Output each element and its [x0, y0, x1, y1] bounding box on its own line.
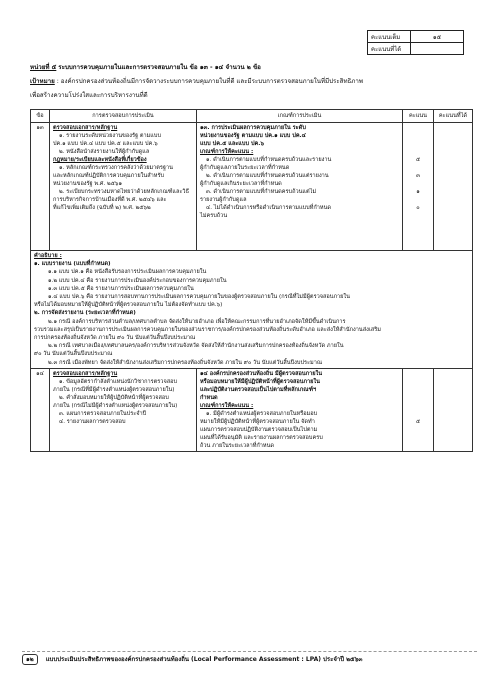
- check-cell: [50, 123, 197, 251]
- goal-line-2: เพื่อสร้างความโปร่งใสและการบริหารงานที่ดี: [30, 92, 148, 99]
- col-header-check: การตรวจสอบการประเมิน: [50, 110, 197, 123]
- col-header-criteria: เกณฑ์การประเมิน: [197, 110, 403, 123]
- criteria-line: ๒. ดำเนินการตามแบบที่กำหนดครบถ้วนแต่รายงาน: [206, 173, 329, 179]
- obtained-cell: [434, 123, 473, 251]
- goal-text: : องค์กรปกครองส่วนท้องถิ่นมีการจัดวางระบบการควบคุมภายในที่ดี และมีระบบการตรวจสอบภายในที่มีประสิทธิภาพ: [56, 78, 363, 85]
- obtained-score-label: คะแนนที่ได้: [368, 43, 411, 55]
- check-heading: ตรวจสอบเอกสาร/หลักฐาน: [53, 125, 118, 131]
- description-line: ๑.๓ แบบ ปค.๕ คือ รายงานการประเมินผลการควบคุมภายใน: [48, 285, 194, 292]
- table-row-14: [31, 368, 473, 451]
- check-line: ปค.๑ แบบ ปค.๔ แบบ ปค.๕ และแบบ ปค.๖: [53, 141, 158, 147]
- check-line: ภายใน (กรณีไม่มีผู้ดำรงตำแหน่งผู้ตรวจสอบภายใน): [53, 402, 178, 409]
- col-header-score: คะแนน: [403, 110, 434, 123]
- criteria-line: รายงานผู้กำกับดูแล: [200, 197, 247, 203]
- check-line: ๒. ระเบียบกระทรวงมหาดไทยว่าด้วยหลักเกณฑ์และวิธี: [59, 189, 189, 195]
- assessment-table: [30, 109, 473, 452]
- full-score-value: ๑๕: [411, 31, 464, 43]
- score-value: ๓: [416, 173, 420, 179]
- criteria-line: ผู้กำกับดูแลภายในระยะเวลาที่กำหนด: [200, 165, 290, 171]
- description-line: ๑.๑ แบบ ปค.๑ คือ หนังสือรับรองการประเมินผลการควบคุมภายใน: [48, 269, 207, 276]
- criteria-title: แบบ ปค.๕ และแบบ ปค.๖: [200, 141, 264, 147]
- criteria-title: หน่วยงานของรัฐ ตามแบบ ปค.๑ แบบ ปค.๔: [200, 133, 306, 139]
- description-line: ๑.๒ แบบ ปค.๔ คือ รายงานการประเมินองค์ประกอบของการควบคุมภายใน: [48, 277, 227, 284]
- scoring-heading: เกณฑ์การให้คะแนน :: [200, 149, 254, 155]
- footer: [22, 654, 472, 665]
- description-section: ๑. แบบรายงาน (แบบที่กำหนด): [34, 261, 111, 268]
- description-line: ๒.๓ กรณี เมืองพัทยา จัดส่งให้สำนักงานส่งเสริมการปกครองท้องถิ่นจังหวัด ภายใน ๙๐ วัน นับแต่วันสิ้นปีงบประมาณ: [48, 359, 323, 366]
- criteria-line: ๑. มีผู้ดำรงตำแหน่งผู้ตรวจสอบภายในหรือมอบ: [206, 410, 318, 417]
- criteria-title: ๑๓. การประเมินผลการควบคุมภายใน ระดับ: [200, 125, 306, 131]
- criteria-line: หมายให้มีผู้ปฏิบัติหน้าที่ผู้ตรวจสอบภายใน จัดทำ: [200, 418, 315, 425]
- check-line: ๑. หลักเกณฑ์กระทรวงการคลังว่าด้วยมาตรฐาน: [59, 165, 173, 171]
- check-line: หน่วยงานของรัฐ พ.ศ. ๒๕๖๑: [53, 181, 123, 187]
- description-line: ๙๐ วัน นับแต่วันสิ้นปีงบประมาณ: [34, 351, 113, 358]
- goal-label: เป้าหมาย: [30, 78, 55, 85]
- score-value: ๕: [415, 418, 421, 425]
- criteria-line: ๓. ดำเนินการตามแบบที่กำหนดครบถ้วนแต่ไม่: [206, 189, 317, 195]
- description-line: การปกครองท้องถิ่นจังหวัด ภายใน ๙๐ วัน นับแต่วันสิ้นปีงบประมาณ: [34, 335, 196, 342]
- criteria-cell: [197, 368, 403, 451]
- obtained-cell: [434, 368, 473, 451]
- obtained-score-value: [411, 43, 464, 55]
- table-header-row: [31, 110, 473, 123]
- footer-text: แบบประเมินประสิทธิภาพขององค์กรปกครองส่วนท้องถิ่น (Local Performance Assessment : LPA) ประจำปี ๒๕๖๓: [45, 656, 363, 663]
- col-header-no: ข้อ: [31, 110, 50, 123]
- criteria-line: ไม่ครบถ้วน: [200, 213, 228, 219]
- check-line: ที่แก้ไขเพิ่มเติมถึง (ฉบับที่ ๒) พ.ศ. ๒๕๖๒: [53, 205, 151, 211]
- check-line: ภายใน (กรณีที่มีผู้ดำรงตำแหน่งผู้ตรวจสอบภายใน): [53, 386, 175, 393]
- check-line: การบริหารกิจการบ้านเมืองที่ดี พ.ศ. ๒๕๔๖ และ: [53, 197, 167, 203]
- page-number: ๑๒: [22, 654, 38, 665]
- criteria-line: แผนการตรวจสอบปฏิบัติงานตรวจสอบเป็นไปตาม: [200, 426, 318, 433]
- score-box: [367, 30, 464, 55]
- criteria-line: ๔. ไม่ได้ดำเนินการหรือดำเนินการตามแบบที่กำหนด: [206, 205, 332, 211]
- criteria-line: ถ้วน ภายในระยะเวลาที่กำหนด: [200, 442, 275, 449]
- footer-divider: [22, 651, 477, 652]
- criteria-title: ๑๔ องค์กรปกครองส่วนท้องถิ่น มีผู้ตรวจสอบภายใน: [200, 370, 323, 377]
- description-line: รวบรวมและสรุปเป็นรายงานการประเมินผลการควบคุมภายในของส่วนราชการ/องค์กรปกครองส่วนท้องถิ่นระดับอำเภอ และส่งให้สำนักงานส่งเสริม: [34, 326, 381, 333]
- unit-label: หน่วยที่ ๕: [30, 64, 57, 71]
- description-line: หรือไม่ได้มอบหมายให้ผู้ปฏิบัติหน้าที่ผู้ตรวจสอบภายใน ไม่ต้องจัดทำแบบ ปค.๖): [34, 302, 223, 309]
- check-cell: [50, 368, 197, 451]
- score-cell: [403, 123, 434, 251]
- check-line: และหลักเกณฑ์ปฏิบัติการควบคุมภายในสำหรับ: [53, 173, 165, 179]
- check-line: ๑. ข้อมูลอัตรากำลังตำแหน่งนักวิชาการตรวจสอบ: [59, 378, 178, 385]
- description-line: ๒.๑ กรณี องค์การบริหารส่วนตำบล/เทศบาลตำบล จัดส่งให้นายอำเภอ เพื่อให้คณะกรรมการที่นายอำเภอจัดให้มีขึ้นดำเนินการ: [48, 318, 346, 325]
- criteria-line: ผู้กำกับดูแลเกินระยะเวลาที่กำหนด: [200, 181, 282, 187]
- criteria-line: ๑. ดำเนินการตามแบบที่กำหนดครบถ้วนและรายงาน: [206, 157, 332, 163]
- description-line: ๑.๔ แบบ ปค.๖ คือ รายงานการสอบทานการประเมินผลการควบคุมภายในของผู้ตรวจสอบภายใน (กรณีที่ไม่มีผู้ตรวจสอบภายใน: [48, 294, 350, 301]
- score-cell: [403, 368, 434, 451]
- check-line: ๓. แผนการตรวจสอบภายในประจำปี: [59, 410, 147, 417]
- score-value: ๐: [416, 205, 420, 211]
- description-title: คำอธิบาย :: [34, 253, 62, 259]
- col-header-got: คะแนนที่ได้: [434, 110, 473, 123]
- check-heading: ตรวจสอบเอกสาร/หลักฐาน: [53, 370, 118, 377]
- check-line: ๒. หนังสือนำส่งรายงานให้ผู้กำกับดูแล: [59, 149, 150, 155]
- description-line: ๒.๒ กรณี เทศบาลเมือง/เทศบาลนคร/องค์การบริหารส่วนจังหวัด จัดส่งให้สำนักงานส่งเสริมการปกครองท้องถิ่นจังหวัด ภายใน: [48, 343, 344, 350]
- check-line: ๑. รายงานระดับหน่วยงานของรัฐ ตามแบบ: [59, 133, 161, 139]
- unit-heading: [30, 63, 470, 72]
- criteria-title: กำหนด: [200, 394, 218, 401]
- unit-title: ระบบการควบคุมภายในและการตรวจสอบภายใน ข้อ ๑๓ - ๑๔ จำนวน ๒ ข้อ: [58, 64, 261, 71]
- description-cell: [31, 251, 473, 369]
- criteria-line: แผนที่ได้รับอนุมัติ และรายงานผลการตรวจสอบครบ: [200, 434, 323, 441]
- score-value: ๕: [415, 157, 421, 163]
- check-line: ๔. รายงานผลการตรวจสอบ: [59, 418, 126, 425]
- criteria-title: และปฏิบัติงานตรวจสอบเป็นไปตามที่หลักเกณฑ์ฯ: [200, 386, 317, 393]
- row-number: ๑๓: [31, 123, 50, 251]
- score-value: ๑: [416, 189, 420, 195]
- full-score-label: คะแนนเต็ม: [368, 31, 411, 43]
- table-row-13: [31, 123, 473, 251]
- scoring-heading: เกณฑ์การให้คะแนน :: [200, 402, 254, 409]
- criteria-title: หรือมอบหมายให้มีผู้ปฏิบัติหน้าที่ผู้ตรวจสอบภายใน: [200, 378, 320, 385]
- description-row: [31, 251, 473, 369]
- law-heading: กฎหมาย/ระเบียบและหนังสือที่เกี่ยวข้อง: [53, 157, 147, 163]
- criteria-cell: [197, 123, 403, 251]
- goal-line: [30, 77, 470, 86]
- description-section: ๒. การจัดส่งรายงาน (ระยะเวลาที่กำหนด): [34, 310, 136, 317]
- row-number: ๑๔: [31, 368, 50, 451]
- check-line: ๒. คำสั่งมอบหมายให้ผู้ปฏิบัติหน้าที่ผู้ตรวจสอบ: [59, 394, 169, 401]
